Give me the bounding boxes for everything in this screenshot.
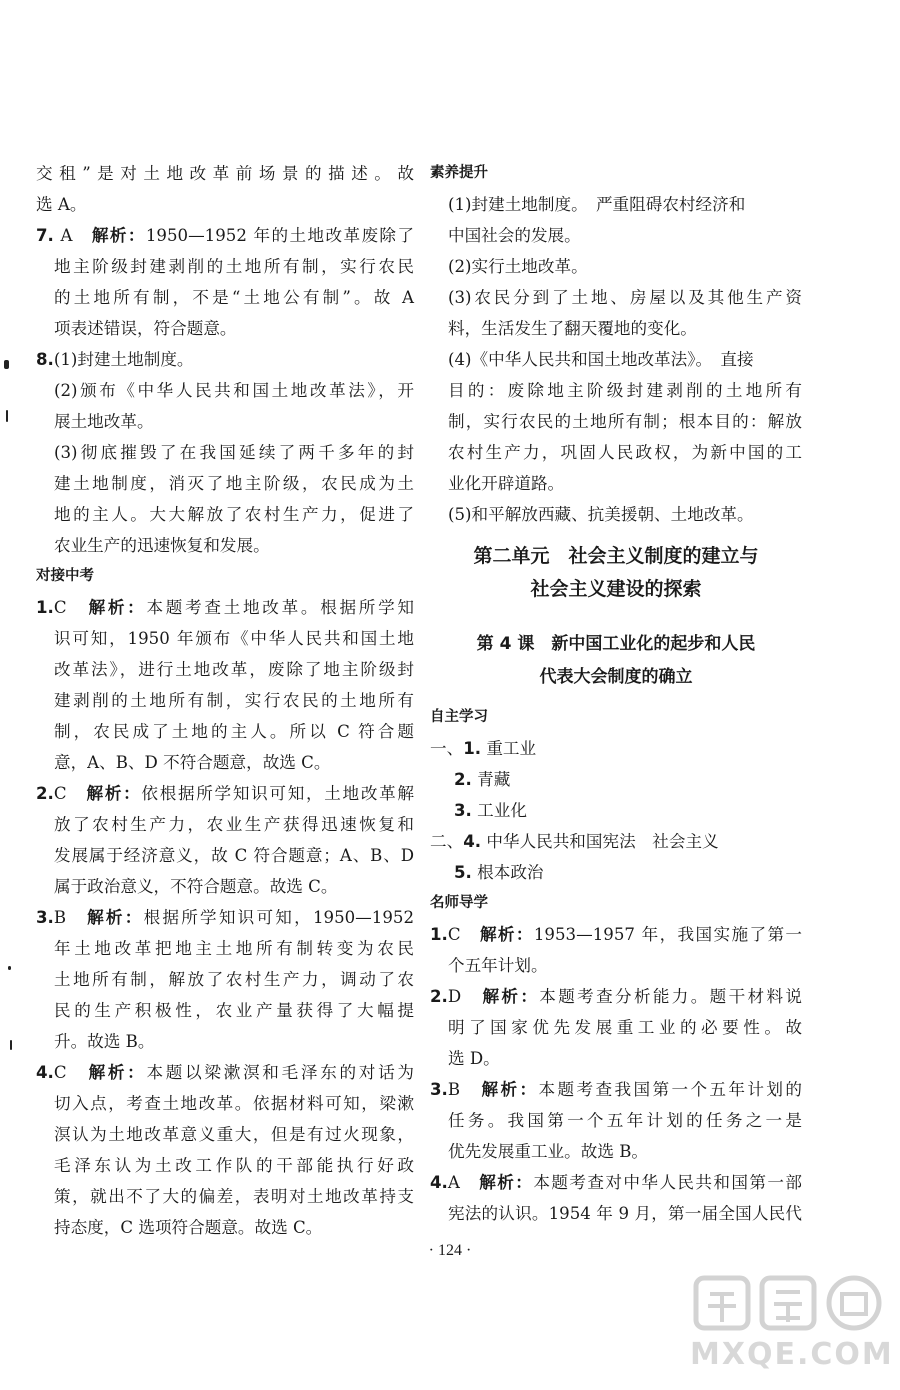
text-line: 发展属于经济意义，故 C 符合题意；A、B、D [54,846,414,865]
question-number: 3. [36,908,54,927]
text-line: 宪法的认识。1954 年 9 月，第一届全国人民代 [448,1204,802,1223]
analysis-label: 解析： [86,784,142,803]
text-line: 溟认为土地改革意义重大，但是有过火现象， [54,1125,414,1144]
answer-c1-line: 1.C 解析：本题考查土地改革。根据所学知 [36,598,415,617]
answer-letter: C [53,598,67,617]
watermark-text: MXQE.COM [690,1337,894,1372]
answer-m2-line: 2.D 解析：本题考查分析能力。题干材料说 [430,987,803,1006]
watermark-logo-icon [690,1272,890,1334]
analysis-label: 解析： [88,1063,147,1082]
page-number: · 124 · [428,1242,472,1259]
section-title: 对接中考 [36,568,94,584]
answer-z2-line: 2. 青藏 [454,770,511,789]
scan-mark [6,410,8,422]
text-line: 任务。我国第一个五年计划的任务之一是 [448,1111,802,1130]
scan-mark [4,360,9,369]
text-line: 的土地所有制，不是“土地公有制”。故 A [54,288,414,307]
analysis-label: 解析： [87,908,144,927]
text-line: 改革法》，进行土地改革，废除了地主阶级封 [54,660,414,679]
text-line: 年土地改革把地主土地所有制转变为农民 [54,939,414,958]
question-number: 1. [36,598,54,617]
lesson-title: 代表大会制度的确立 [539,667,693,687]
analysis-label: 解析： [91,226,146,245]
analysis-label: 解析： [482,987,540,1006]
scan-mark [8,966,11,970]
text-line: 地主阶级封建剥削的土地所有制，实行农民 [54,257,414,276]
text-line: 识可知，1950 年颁布《中华人民共和国土地 [54,629,414,648]
lesson-title: 第 4 课 新中国工业化的起步和人民 [476,634,756,654]
question-number: 8. [36,350,54,369]
right-column [430,158,802,1229]
answer-m1-line: 1.C 解析：1953—1957 年，我国实施了第一 [430,925,803,944]
text-line: 土地所有制，解放了农村生产力，调动了农 [54,970,414,989]
left-column [36,158,414,1243]
text-line: (2)颁布《中华人民共和国土地改革法》，开 [54,381,414,400]
text-line: 策，就出不了大的偏差，表明对土地改革持支 [54,1187,414,1206]
answer-z4-line: 二、4. 中华人民共和国宪法 社会主义 [430,832,719,851]
text-line: 地的主人。大大解放了农村生产力，促进了 [54,505,414,524]
answer-letter: C [53,1063,67,1082]
text-line: (1)封建土地制度。 严重阻碍农村经济和 [448,195,746,214]
text-line: 选 D。 [448,1049,500,1068]
analysis-label: 解析： [88,598,147,617]
question-number: 2. [36,784,54,803]
text-line: 选 A。 [36,195,87,214]
question-number: 4. [36,1063,54,1082]
text-line: (5)和平解放西藏、抗美援朝、土地改革。 [448,505,754,524]
answer-z1-line: 一、1. 重工业 [430,739,537,758]
answer-letter: B [53,908,67,927]
text-line: 业化开辟道路。 [448,474,565,493]
text-line: 制，实行农民的土地所有制；根本目的：解放 [448,412,802,431]
text-line: 明了国家优先发展重工业的必要性。故 [448,1018,802,1037]
text-line: 毛泽东认为土改工作队的干部能执行好政 [54,1156,414,1175]
text-line: 建剥削的土地所有制，实行农民的土地所有 [54,691,414,710]
text-line: (3)农民分到了土地、房屋以及其他生产资 [448,288,802,307]
answer-m3-line: 3.B 解析：本题考查我国第一个五年计划的 [430,1080,803,1099]
answer-8-line: 8.(1)封建土地制度。 [36,350,194,369]
answer-c2-line: 2.C 解析：依根据所学知识可知，土地改革解 [36,784,415,803]
unit-title: 社会主义建设的探索 [530,578,702,600]
analysis-label: 解析： [479,1173,534,1192]
text-line: 个五年计划。 [448,956,548,975]
answer-c3-line: 3.B 解析：根据所学知识可知，1950—1952 [36,908,415,927]
section-title: 自主学习 [430,709,488,725]
question-number: 7. [36,226,54,245]
text-line: 农业生产的迅速恢复和发展。 [54,536,270,555]
section-title: 素养提升 [430,165,488,181]
answer-z3-line: 3. 工业化 [454,801,527,820]
text-line: (2)实行土地改革。 [448,257,588,276]
analysis-label: 解析： [481,1080,539,1099]
answer-letter: A [60,226,73,245]
answer-letter: C [53,784,67,803]
text-line: 持态度，C 选项符合题意。故选 C。 [54,1218,323,1237]
text-line: (3)彻底摧毁了在我国延续了两千多年的封 [54,443,414,462]
answer-z5-line: 5. 根本政治 [454,863,544,882]
answer-c4-line: 4.C 解析：本题以梁漱溟和毛泽东的对话为 [36,1063,415,1082]
text-line: 放了农村生产力，农业生产获得迅速恢复和 [54,815,414,834]
text-line: 民的生产积极性，农业产量获得了大幅提 [54,1001,414,1020]
text-line: 意，A、B、D 不符合题意，故选 C。 [54,753,331,772]
text-line: 切入点，考查土地改革。依据材料可知，梁漱 [54,1094,414,1113]
unit-title: 第二单元 社会主义制度的建立与 [473,545,759,567]
scan-mark [10,1040,12,1050]
watermark [690,1272,894,1372]
answer-m4-line: 4.A 解析：本题考查对中华人民共和国第一部 [430,1173,803,1192]
text-line: (4)《中华人民共和国土地改革法》。 直接 [448,350,754,369]
text-line: 建土地制度，消灭了地主阶级，农民成为土 [54,474,414,493]
text-line: 农村生产力，巩固人民政权，为新中国的工 [448,443,802,462]
text-line: 项表述错误，符合题意。 [54,319,237,338]
text-line: 属于政治意义，不符合题意。故选 C。 [54,877,338,896]
text-line: 优先发展重工业。故选 B。 [448,1142,648,1161]
text-line: 目的：废除地主阶级封建剥削的土地所有 [448,381,802,400]
analysis-label: 解析： [479,925,534,944]
text-line: 制，农民成了土地的主人。所以 C 符合题 [54,722,414,741]
text-line: 展土地改革。 [54,412,154,431]
text-line: 交租”是对土地改革前场景的描述。故 [36,164,414,183]
text-line: 中国社会的发展。 [448,226,581,245]
section-title: 名师导学 [430,895,488,911]
answer-7-line: 7. A 解析：1950—1952 年的土地改革废除了 [36,226,415,245]
text-line: 料，生活发生了翻天覆地的变化。 [448,319,697,338]
text-line: 升。故选 B。 [54,1032,155,1051]
